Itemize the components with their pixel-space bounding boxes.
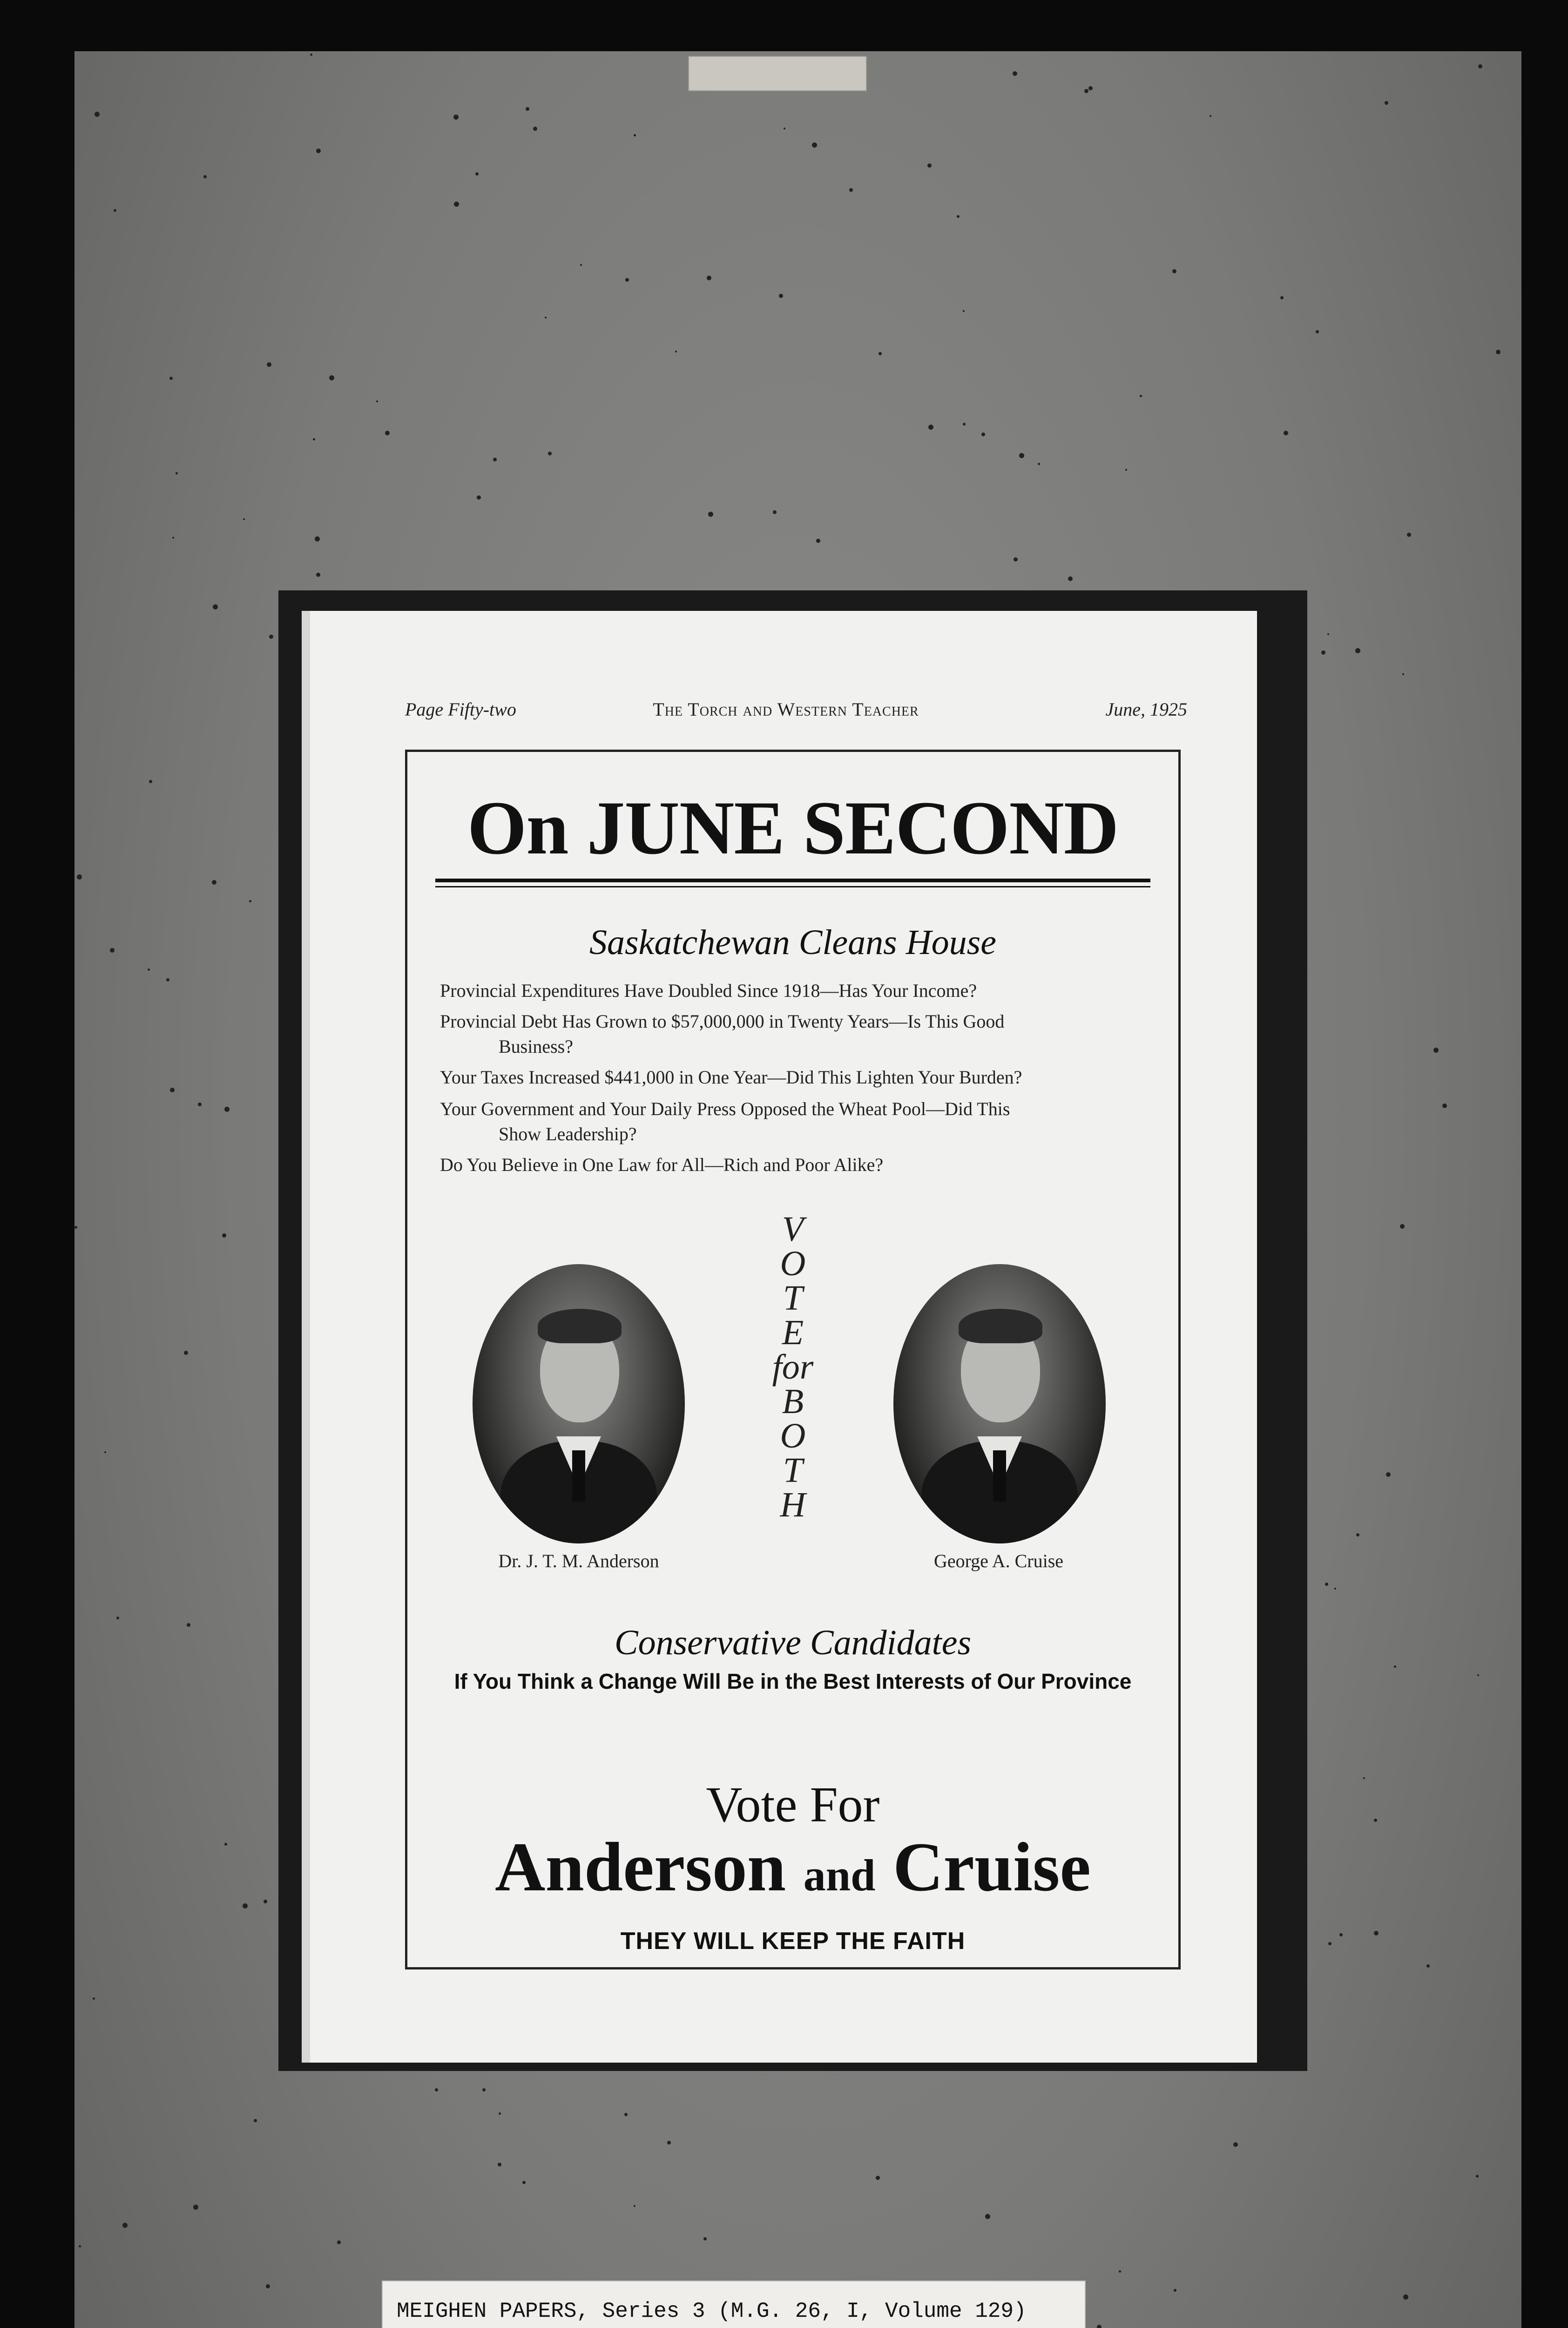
film-speck: [93, 1997, 95, 2000]
film-speck: [1400, 1224, 1405, 1229]
film-speck: [477, 495, 481, 500]
film-speck: [1386, 1472, 1391, 1477]
film-speck: [533, 127, 537, 131]
film-speck: [1019, 453, 1024, 458]
film-speck: [773, 510, 777, 514]
film-speck: [1316, 330, 1319, 333]
candidate-caption: Dr. J. T. M. Anderson: [498, 1550, 659, 1571]
film-speck: [269, 635, 273, 639]
film-speck: [1233, 2142, 1238, 2147]
film-speck: [316, 149, 321, 153]
question-item: [440, 978, 1148, 1003]
film-speck: [316, 573, 320, 577]
film-speck: [1374, 1931, 1379, 1935]
question-item: [440, 1009, 1148, 1059]
candidate-caption: George A. Cruise: [933, 1550, 1064, 1571]
film-speck: [1210, 115, 1211, 117]
vertical-letter: O: [780, 1416, 806, 1455]
film-speck: [1038, 463, 1040, 465]
film-speck: [222, 1233, 226, 1238]
advertisement-box: [405, 750, 1181, 1969]
magazine-page: [302, 611, 1257, 2063]
film-speck: [1174, 2289, 1176, 2292]
film-speck: [1407, 533, 1411, 537]
film-speck: [1433, 1048, 1439, 1053]
film-speck: [1140, 395, 1142, 397]
vertical-word: for: [772, 1347, 814, 1387]
candidate-names: [407, 1827, 1178, 1915]
film-speck: [475, 172, 479, 176]
party-line: Conservative Candidates: [614, 1623, 972, 1662]
question-line-cont: Business?: [499, 1036, 573, 1057]
film-speck: [545, 317, 547, 318]
film-speck: [1068, 576, 1073, 581]
question-item: [440, 1096, 1148, 1147]
film-speck: [313, 438, 315, 440]
vertical-letter: O: [780, 1244, 806, 1283]
film-speck: [1477, 1674, 1479, 1676]
film-speck: [816, 539, 820, 543]
film-speck: [435, 2088, 438, 2091]
film-speck: [166, 978, 169, 981]
publication-title: The Torch and Western Teacher: [653, 699, 919, 720]
film-speck: [1403, 2294, 1408, 2300]
vertical-letter: B: [782, 1382, 804, 1421]
issue-date: June, 1925: [1105, 699, 1187, 720]
film-speck: [1339, 1933, 1343, 1936]
vertical-letter: E: [782, 1313, 804, 1352]
film-speck: [184, 1351, 188, 1355]
question-line: Do You Believe in One Law for All—Rich and Poor Alike?: [440, 1154, 884, 1175]
film-speck: [625, 278, 629, 282]
question-item: [440, 1152, 1148, 1178]
film-speck: [928, 425, 933, 430]
reference-text: MEIGHEN PAPERS, Series 3 (M.G. 26, I, Volume 129): [397, 2299, 1027, 2323]
tape-strip: [688, 56, 867, 91]
film-speck: [116, 1617, 119, 1619]
film-speck: [1426, 1964, 1430, 1968]
film-speck: [1280, 296, 1284, 299]
film-speck: [499, 2112, 501, 2115]
film-speck: [169, 377, 173, 380]
film-speck: [1334, 1588, 1336, 1590]
film-speck: [1402, 673, 1404, 675]
film-speck: [707, 276, 711, 280]
film-speck: [77, 874, 82, 880]
film-speck: [454, 202, 459, 207]
film-speck: [329, 375, 334, 380]
film-speck: [254, 2119, 257, 2122]
vote-for-both-vertical: [760, 1212, 825, 1522]
film-speck: [148, 968, 150, 971]
film-speck: [315, 536, 320, 541]
film-speck: [708, 512, 713, 517]
film-speck: [213, 604, 218, 609]
question-item: [440, 1065, 1148, 1090]
film-speck: [243, 1903, 248, 1908]
film-speck: [122, 2223, 128, 2228]
film-speck: [79, 2245, 81, 2247]
film-speck: [453, 115, 459, 120]
film-speck: [1374, 1819, 1377, 1822]
film-speck: [243, 518, 245, 520]
candidate-name: Anderson: [495, 1828, 786, 1906]
film-speck: [266, 2284, 270, 2288]
film-speck: [1013, 71, 1017, 76]
film-speck: [1084, 89, 1088, 93]
conjunction: and: [803, 1850, 876, 1900]
vertical-letter: H: [780, 1485, 806, 1524]
page-number: Page Fifty-two: [405, 699, 516, 720]
film-speck: [927, 163, 932, 168]
film-speck: [963, 310, 965, 312]
film-speck: [203, 175, 207, 178]
ad-headline: On JUNE SECOND: [467, 786, 1119, 870]
film-speck: [187, 1623, 190, 1627]
slogan: THEY WILL KEEP THE FAITH: [620, 1928, 966, 1955]
change-line: If You Think a Change Will Be in the Best Interests of Our Province: [454, 1669, 1132, 1693]
question-line: Your Taxes Increased $441,000 in One Year—Did This Lighten Your Burden?: [440, 1067, 1022, 1088]
film-speck: [95, 112, 100, 117]
film-speck: [1172, 269, 1176, 273]
film-speck: [1442, 1103, 1447, 1108]
film-speck: [1119, 2270, 1121, 2273]
film-speck: [1327, 633, 1329, 635]
film-speck: [985, 2214, 990, 2219]
film-speck: [779, 294, 783, 298]
film-speck: [548, 452, 552, 455]
film-speck: [337, 2240, 341, 2244]
vote-for-heading: Vote For: [706, 1777, 880, 1833]
film-speck: [1385, 101, 1388, 105]
film-speck: [104, 1451, 106, 1453]
film-speck: [224, 1843, 227, 1846]
film-speck: [1014, 557, 1018, 562]
film-speck: [1478, 64, 1482, 68]
film-speck: [1325, 1583, 1328, 1586]
collection-reference-label: [382, 2281, 1086, 2328]
film-speck: [580, 264, 582, 266]
vertical-letter: T: [783, 1451, 803, 1490]
headline-rule-thick: [435, 879, 1150, 882]
film-speck: [249, 900, 251, 902]
vertical-letter: V: [782, 1210, 804, 1249]
film-speck: [1496, 350, 1500, 354]
film-speck: [876, 2176, 880, 2180]
vertical-letter: T: [783, 1279, 803, 1318]
portrait-cruise: [893, 1264, 1106, 1543]
film-speck: [498, 2163, 501, 2166]
film-speck: [526, 107, 529, 111]
question-line: Provincial Expenditures Have Doubled Since 1918—Has Your Income?: [440, 980, 977, 1001]
film-speck: [1355, 648, 1360, 653]
film-speck: [667, 2141, 671, 2145]
film-speck: [675, 351, 677, 352]
film-speck: [963, 423, 966, 426]
question-line-cont: Show Leadership?: [499, 1123, 637, 1144]
film-speck: [176, 472, 178, 474]
question-line: Provincial Debt Has Grown to $57,000,000 in Twenty Years—Is This Good: [440, 1011, 1005, 1032]
film-speck: [198, 1103, 202, 1106]
film-speck: [1321, 650, 1325, 655]
film-speck: [212, 880, 216, 885]
film-speck: [482, 2088, 486, 2091]
film-speck: [703, 2237, 707, 2240]
film-speck: [264, 1900, 267, 1903]
film-speck: [981, 433, 985, 436]
film-speck: [1363, 1777, 1365, 1779]
film-speck: [310, 54, 312, 56]
portrait-anderson: [473, 1264, 685, 1543]
film-speck: [385, 431, 390, 435]
film-speck: [784, 128, 785, 129]
film-speck: [267, 362, 271, 367]
film-speck: [957, 215, 960, 218]
question-line: Your Government and Your Daily Press Opposed the Wheat Pool—Did This: [440, 1098, 1010, 1119]
headline-rule-thin: [435, 886, 1150, 887]
candidate-name: Cruise: [892, 1828, 1091, 1906]
film-speck: [849, 188, 853, 192]
film-speck: [170, 1088, 175, 1092]
film-speck: [1097, 2325, 1102, 2328]
film-speck: [493, 458, 497, 461]
film-speck: [1125, 469, 1127, 471]
film-speck: [879, 352, 882, 355]
film-speck: [1284, 431, 1288, 435]
film-speck: [812, 142, 817, 148]
film-speck: [634, 134, 636, 136]
film-speck: [1394, 1665, 1396, 1668]
film-speck: [74, 1226, 77, 1229]
film-speck: [1328, 1942, 1331, 1945]
ad-subhead: Saskatchewan Cleans House: [589, 923, 996, 962]
film-speck: [114, 209, 116, 212]
film-speck: [1356, 1533, 1359, 1536]
film-speck: [149, 780, 152, 783]
film-speck: [1088, 86, 1093, 90]
film-speck: [172, 537, 174, 539]
film-speck: [110, 948, 115, 953]
film-speck: [624, 2113, 628, 2116]
film-speck: [1476, 2175, 1479, 2178]
film-speck: [522, 2181, 526, 2184]
film-speck: [224, 1107, 230, 1112]
film-speck: [376, 400, 378, 402]
film-speck: [193, 2205, 198, 2210]
film-speck: [634, 2205, 635, 2207]
